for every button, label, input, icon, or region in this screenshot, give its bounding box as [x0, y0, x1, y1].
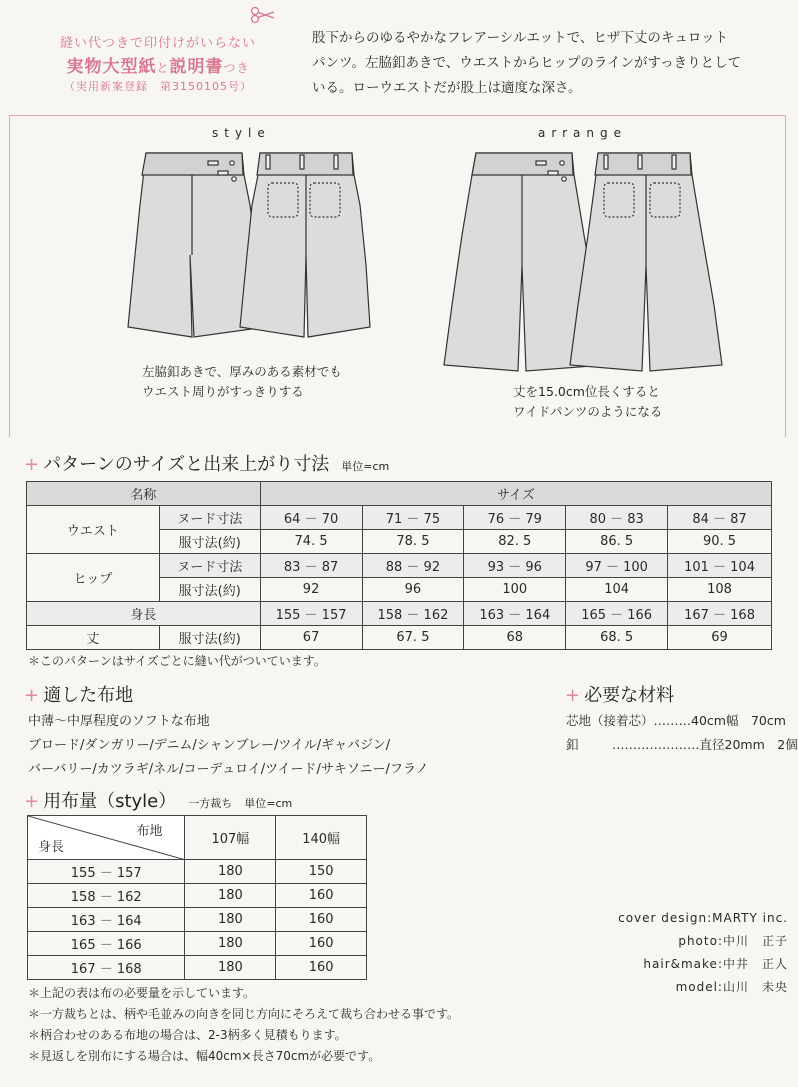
- table-cell: 74. 5: [260, 530, 362, 554]
- size-section-heading: [24, 450, 389, 476]
- table-row: [28, 956, 367, 980]
- credit-value: MARTY inc.: [712, 911, 788, 925]
- table-cell: 97 － 100: [566, 554, 668, 578]
- style-pants-illustration: [120, 145, 380, 360]
- tagline-and: と: [156, 61, 170, 75]
- note-line: ＊一方裁ちとは、柄や毛並みの向きを同じ方向にそろえて裁ち合わせる事です。: [28, 1007, 460, 1021]
- credit-key: hair&make:: [643, 957, 723, 971]
- tagline-registration: （実用新案登録 第3150105号）: [64, 80, 252, 93]
- tagline-included: つき: [223, 61, 250, 75]
- table-row: [28, 884, 367, 908]
- table-cell: 104: [566, 578, 668, 602]
- material-leader: ………: [653, 713, 692, 728]
- intro-description: [312, 26, 782, 101]
- caption-line: ワイドパンツのようになる: [513, 404, 663, 419]
- style-caption: [142, 362, 342, 402]
- table-cell: 83 － 87: [260, 554, 362, 578]
- caption-line: ウエスト周りがすっきりする: [142, 384, 304, 399]
- size-section-title: パターンのサイズと出来上がり寸法: [43, 454, 330, 475]
- corner-top-label: 布地: [136, 824, 163, 839]
- credits: [488, 907, 788, 999]
- material-item: [566, 735, 798, 753]
- style-back-pants: [240, 153, 370, 337]
- table-cell: 165 － 166: [28, 932, 185, 956]
- table-cell: 160: [276, 884, 367, 908]
- header-107: 107幅: [185, 816, 276, 860]
- tagline-no-marking: 縫い代つきで印付けがいらない: [59, 36, 256, 51]
- table-cell: 167 － 168: [28, 956, 185, 980]
- materials-section-heading: [565, 681, 674, 707]
- intro-line: 股下からのゆるやかなフレアーシルエットで、ヒザ下丈のキュロット: [312, 30, 729, 46]
- table-cell: 101 － 104: [668, 554, 772, 578]
- header-size: サイズ: [260, 482, 771, 506]
- material-leader: …………………: [612, 737, 700, 752]
- credit-value: 山川 未央: [722, 980, 788, 994]
- plus-icon: +: [24, 685, 40, 706]
- sub-label-nude: ヌード寸法: [159, 554, 260, 578]
- yardage-unit: 単位=cm: [244, 797, 293, 810]
- yardage-notes: [28, 983, 459, 1067]
- intro-line: いる。ローウエストだが股上は適度な深さ。: [312, 80, 582, 96]
- table-cell: 82. 5: [464, 530, 566, 554]
- tagline-pattern-included: [38, 52, 278, 77]
- material-desc: 直径20mm 2個: [699, 737, 798, 752]
- fabric-line: ブロード/ダンガリー/デニム/シャンブレー/ツイル/ギャバジン/: [28, 738, 391, 753]
- table-cell: 158 － 162: [28, 884, 185, 908]
- material-desc: 40cm幅 70cm: [691, 713, 786, 728]
- size-table: [26, 481, 772, 650]
- sub-label-finished: 服寸法(約): [159, 626, 260, 650]
- arrange-pants-illustration: [440, 145, 740, 375]
- arrange-back-pants: [570, 153, 722, 371]
- corner-bottom-label: 身長: [38, 840, 65, 855]
- table-cell: 108: [668, 578, 772, 602]
- table-cell: 78. 5: [362, 530, 464, 554]
- table-cell: 68. 5: [566, 626, 668, 650]
- table-cell: 67: [260, 626, 362, 650]
- caption-line: 左脇釦あきで、厚みのある素材でも: [142, 364, 342, 379]
- table-row: [27, 506, 772, 530]
- row-label-height: 身長: [27, 602, 261, 626]
- table-cell: 93 － 96: [464, 554, 566, 578]
- table-cell: 180: [185, 884, 276, 908]
- credit-key: cover design:: [618, 911, 713, 925]
- scissors-icon: [250, 6, 276, 24]
- style-label: style: [212, 126, 271, 140]
- table-row: [27, 482, 772, 506]
- table-row: [28, 932, 367, 956]
- table-cell: 68: [464, 626, 566, 650]
- table-row: [28, 860, 367, 884]
- table-cell: 67. 5: [362, 626, 464, 650]
- credit-key: model:: [675, 980, 723, 994]
- table-cell: 69: [668, 626, 772, 650]
- credit-line: [488, 907, 788, 930]
- credit-value: 中川 正子: [722, 934, 788, 948]
- table-cell: 86. 5: [566, 530, 668, 554]
- yardage-cut-type: 一方裁ち: [188, 797, 233, 810]
- credit-value: 中井 正人: [722, 957, 788, 971]
- table-cell: 158 － 162: [362, 602, 464, 626]
- material-name: 芯地（接着芯）: [566, 713, 654, 728]
- plus-icon: +: [24, 454, 40, 475]
- table-cell: 165 － 166: [566, 602, 668, 626]
- table-cell: 160: [276, 956, 367, 980]
- seam-allowance-note: ＊このパターンはサイズごとに縫い代がついています。: [28, 654, 326, 668]
- row-label-waist: ウエスト: [27, 506, 160, 554]
- fabric-section-title: 適した布地: [43, 685, 134, 706]
- credit-line: [488, 953, 788, 976]
- table-cell: 160: [276, 932, 367, 956]
- note-line: ＊柄合わせのある布地の場合は、2-3柄多く見積もります。: [28, 1028, 347, 1042]
- table-cell: 64 － 70: [260, 506, 362, 530]
- note-line: ＊上記の表は布の必要量を示しています。: [28, 986, 256, 1000]
- tagline-instructions: 説明書: [169, 57, 224, 77]
- table-cell: 167 － 168: [668, 602, 772, 626]
- plus-icon: +: [565, 685, 581, 706]
- header-name: 名称: [27, 482, 261, 506]
- table-cell: 76 － 79: [464, 506, 566, 530]
- intro-line: パンツ。左脇釦あきで、ウエストからヒップのラインがすっきりとして: [312, 55, 742, 71]
- table-cell: 155 － 157: [28, 860, 185, 884]
- size-unit: 単位=cm: [341, 460, 390, 473]
- note-line: ＊見返しを別布にする場合は、幅40cm×長さ70cmが必要です。: [28, 1049, 381, 1063]
- fabric-line: 中薄～中厚程度のソフトな布地: [28, 714, 210, 729]
- fabric-section-heading: [24, 681, 133, 707]
- table-cell: 90. 5: [668, 530, 772, 554]
- table-cell: 96: [362, 578, 464, 602]
- table-row: [27, 602, 772, 626]
- material-item: [566, 711, 786, 729]
- fabric-list: [28, 710, 429, 782]
- table-cell: 180: [185, 908, 276, 932]
- yardage-section-title: 用布量（style）: [43, 791, 177, 812]
- arrange-caption: [513, 382, 662, 422]
- table-cell: 180: [185, 932, 276, 956]
- plus-icon: +: [24, 791, 40, 812]
- header-140: 140幅: [276, 816, 367, 860]
- table-cell: 100: [464, 578, 566, 602]
- table-cell: 180: [185, 860, 276, 884]
- sub-label-nude: ヌード寸法: [159, 506, 260, 530]
- table-cell: 150: [276, 860, 367, 884]
- table-cell: 163 － 164: [464, 602, 566, 626]
- table-cell: 71 － 75: [362, 506, 464, 530]
- table-cell: 160: [276, 908, 367, 932]
- sub-label-finished: 服寸法(約): [159, 530, 260, 554]
- yardage-table: [27, 815, 367, 980]
- table-row: [28, 816, 367, 860]
- caption-line: 丈を15.0cm位長くすると: [513, 384, 660, 399]
- credit-line: [488, 976, 788, 999]
- table-cell: 80 － 83: [566, 506, 668, 530]
- sub-label-finished: 服寸法(約): [159, 578, 260, 602]
- arrange-label: arrange: [538, 126, 627, 140]
- row-label-length: 丈: [27, 626, 160, 650]
- table-cell: 180: [185, 956, 276, 980]
- corner-cell: [28, 816, 185, 860]
- table-row: [27, 626, 772, 650]
- table-cell: 163 － 164: [28, 908, 185, 932]
- table-cell: 84 － 87: [668, 506, 772, 530]
- credit-line: [488, 930, 788, 953]
- row-label-hip: ヒップ: [27, 554, 160, 602]
- credit-key: photo:: [678, 934, 723, 948]
- table-row: [28, 908, 367, 932]
- yardage-section-heading: [24, 787, 292, 813]
- fabric-line: バーバリー/カツラギ/ネル/コーデュロイ/ツイード/サキソニー/フラノ: [28, 762, 429, 777]
- table-row: [27, 554, 772, 578]
- materials-section-title: 必要な材料: [584, 685, 675, 706]
- table-cell: 155 － 157: [260, 602, 362, 626]
- tagline-pattern: 実物大型紙: [66, 57, 157, 77]
- material-name: 釦: [566, 737, 579, 752]
- table-cell: 92: [260, 578, 362, 602]
- table-cell: 88 － 92: [362, 554, 464, 578]
